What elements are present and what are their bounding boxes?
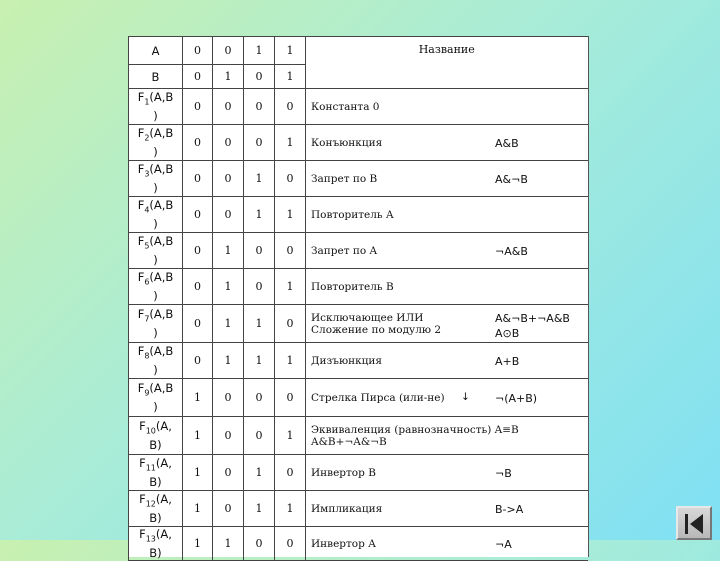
function-name: Запрет по A — [311, 244, 378, 257]
function-args-end: ) — [153, 253, 158, 268]
truth-value: 0 — [275, 527, 306, 561]
table-row — [129, 197, 588, 233]
name-header-cell — [306, 37, 588, 89]
function-symbol: A&B — [495, 136, 519, 150]
function-letter: F — [139, 491, 146, 506]
truth-value: 0 — [275, 455, 306, 491]
function-args: (A,B — [149, 197, 174, 212]
name-header: Название — [418, 43, 475, 56]
header-row-a — [129, 37, 588, 65]
function-letter: F — [137, 197, 145, 212]
function-symbol: A&¬B+¬A&B — [495, 311, 570, 325]
truth-value: 1 — [213, 527, 244, 561]
truth-value: 1 — [275, 125, 306, 161]
function-symbol: ¬A&B — [495, 244, 528, 258]
function-index: 10 — [145, 426, 156, 436]
function-index: 3 — [144, 169, 150, 179]
function-args-end: ) — [153, 289, 158, 304]
table-row — [129, 89, 588, 125]
truth-value: 1 — [275, 343, 306, 379]
function-args-end: ) — [153, 145, 158, 160]
function-args-end: ) — [153, 181, 158, 196]
truth-value: 0 — [183, 343, 213, 379]
function-args-end: ) — [153, 363, 158, 378]
function-name: Повторитель B — [311, 280, 394, 293]
function-label — [129, 161, 183, 197]
function-description — [306, 417, 588, 455]
truth-value: 1 — [244, 455, 275, 491]
function-index: 11 — [145, 463, 156, 473]
truth-value: 1 — [213, 305, 244, 343]
truth-value: 1 — [183, 491, 213, 527]
function-args-end: ) — [153, 400, 158, 415]
function-label — [129, 491, 183, 527]
truth-value: 1 — [244, 491, 275, 527]
a-value: 1 — [244, 37, 275, 65]
a-value: 1 — [275, 37, 306, 65]
function-name-secondary: Сложение по модулю 2 — [311, 323, 442, 336]
function-args-end: ) — [153, 217, 158, 232]
table-row — [129, 379, 588, 417]
function-index: 1 — [144, 97, 150, 107]
truth-value: 0 — [213, 197, 244, 233]
truth-value: 0 — [244, 89, 275, 125]
function-args: (A,B — [149, 269, 174, 284]
truth-value: 1 — [213, 343, 244, 379]
function-args-end: B) — [149, 546, 162, 561]
function-args: (A,B — [149, 89, 174, 104]
function-description — [306, 343, 588, 379]
down-arrow-icon: ↓ — [461, 390, 470, 403]
function-name: Эквиваленция (равнозначность) A≡B — [311, 423, 519, 436]
function-index: 6 — [144, 277, 150, 287]
function-name: Дизъюнкция — [311, 354, 383, 367]
a-value: 0 — [183, 37, 213, 65]
function-description — [306, 379, 588, 417]
truth-value: 0 — [244, 269, 275, 305]
function-name: Запрет по B — [311, 172, 378, 185]
function-letter: F — [139, 455, 146, 470]
function-args: (A,B — [149, 343, 174, 358]
function-name: Стрелка Пирса (или-не) — [311, 391, 445, 404]
table-row — [129, 527, 588, 561]
truth-value: 0 — [213, 491, 244, 527]
function-args: (A,B — [149, 125, 174, 140]
truth-value: 1 — [244, 197, 275, 233]
function-index: 4 — [144, 205, 150, 215]
table-row — [129, 233, 588, 269]
function-symbol: ¬B — [495, 466, 512, 480]
function-args: (A, — [155, 418, 172, 433]
truth-value: 0 — [244, 417, 275, 455]
truth-value: 0 — [275, 305, 306, 343]
function-name: Повторитель A — [311, 208, 394, 221]
truth-value: 1 — [183, 417, 213, 455]
function-args-end: ) — [153, 109, 158, 124]
function-symbol-secondary: A⊙B — [495, 326, 520, 340]
function-args-end: B) — [149, 438, 162, 453]
table-row — [129, 305, 588, 343]
function-description — [306, 125, 588, 161]
truth-value: 0 — [183, 89, 213, 125]
function-args: (A,B — [149, 306, 174, 321]
function-name: Инвертор A — [311, 537, 376, 550]
table-row — [129, 343, 588, 379]
function-label — [129, 379, 183, 417]
truth-value: 0 — [183, 161, 213, 197]
truth-value: 1 — [183, 527, 213, 561]
function-args: (A,B — [149, 161, 174, 176]
truth-value: 1 — [244, 343, 275, 379]
truth-value: 1 — [183, 379, 213, 417]
header-b-label: B — [129, 65, 183, 89]
truth-value: 0 — [275, 233, 306, 269]
truth-value: 0 — [244, 379, 275, 417]
function-name-secondary: A&B+¬A&¬B — [311, 435, 387, 448]
function-label — [129, 305, 183, 343]
function-letter: F — [137, 380, 145, 395]
truth-value: 0 — [183, 305, 213, 343]
truth-value: 0 — [244, 233, 275, 269]
function-label — [129, 343, 183, 379]
truth-value: 0 — [213, 455, 244, 491]
return-nav-icon — [684, 513, 706, 535]
truth-value: 0 — [275, 161, 306, 197]
function-description — [306, 491, 588, 527]
function-args: (A,B — [149, 380, 174, 395]
function-letter: F — [137, 233, 145, 248]
truth-value: 1 — [275, 417, 306, 455]
function-letter: F — [137, 161, 145, 176]
function-letter: F — [137, 269, 145, 284]
truth-value: 1 — [275, 197, 306, 233]
truth-value: 0 — [244, 125, 275, 161]
header-a-label: A — [129, 37, 183, 65]
function-symbol: ¬(A+B) — [495, 391, 538, 405]
function-args-end: ) — [153, 326, 158, 341]
table-row — [129, 161, 588, 197]
truth-value: 1 — [213, 269, 244, 305]
a-value: 0 — [213, 37, 244, 65]
function-label — [129, 125, 183, 161]
function-args-end: B) — [149, 475, 162, 490]
function-name: Константа 0 — [311, 100, 380, 113]
function-symbol: A&¬B — [495, 172, 528, 186]
table-row — [129, 125, 588, 161]
function-letter: F — [139, 418, 146, 433]
boolean-functions-table — [128, 36, 588, 561]
function-index: 12 — [145, 499, 156, 509]
function-letter: F — [137, 343, 145, 358]
function-name: Исключающее ИЛИ — [311, 311, 424, 324]
function-label — [129, 197, 183, 233]
function-label — [129, 233, 183, 269]
truth-value: 1 — [244, 305, 275, 343]
function-letter: F — [137, 306, 145, 321]
function-args: (A, — [155, 455, 172, 470]
truth-value: 0 — [244, 527, 275, 561]
function-description — [306, 89, 588, 125]
function-name: Импликация — [311, 502, 383, 515]
function-index: 2 — [144, 133, 150, 143]
truth-value: 1 — [213, 233, 244, 269]
function-index: 9 — [144, 388, 150, 398]
return-nav-button[interactable] — [676, 506, 712, 540]
truth-value: 0 — [183, 197, 213, 233]
function-description — [306, 269, 588, 305]
b-value: 1 — [275, 65, 306, 89]
truth-value: 0 — [275, 379, 306, 417]
function-description — [306, 455, 588, 491]
function-description — [306, 305, 588, 343]
b-value: 0 — [183, 65, 213, 89]
truth-value: 0 — [183, 269, 213, 305]
table-row — [129, 417, 588, 455]
table-row — [129, 269, 588, 305]
truth-value: 0 — [213, 125, 244, 161]
function-letter: F — [137, 89, 145, 104]
b-value: 0 — [244, 65, 275, 89]
function-symbol: B->A — [495, 502, 524, 516]
function-args: (A, — [155, 527, 172, 541]
truth-value: 0 — [213, 379, 244, 417]
function-args: (A,B — [149, 233, 174, 248]
truth-value: 0 — [213, 161, 244, 197]
truth-value: 1 — [275, 269, 306, 305]
truth-value: 0 — [213, 89, 244, 125]
function-description — [306, 233, 588, 269]
function-symbol: ¬A — [495, 537, 512, 551]
b-value: 1 — [213, 65, 244, 89]
truth-value: 1 — [275, 491, 306, 527]
function-index: 8 — [144, 351, 150, 361]
function-name: Инвертор B — [311, 466, 376, 479]
function-description — [306, 197, 588, 233]
truth-value: 0 — [275, 89, 306, 125]
function-label — [129, 417, 183, 455]
function-args: (A, — [155, 491, 172, 506]
function-args-end: B) — [149, 511, 162, 526]
function-description — [306, 161, 588, 197]
truth-value: 1 — [244, 161, 275, 197]
function-label — [129, 89, 183, 125]
function-name: Конъюнкция — [311, 136, 383, 149]
truth-value: 1 — [183, 455, 213, 491]
function-index: 5 — [144, 241, 150, 251]
function-label — [129, 527, 183, 561]
function-index: 13 — [145, 534, 156, 544]
function-index: 7 — [144, 314, 150, 324]
function-symbol: A+B — [495, 354, 520, 368]
truth-value: 0 — [183, 233, 213, 269]
function-label — [129, 269, 183, 305]
truth-value: 0 — [213, 417, 244, 455]
table-row — [129, 455, 588, 491]
function-letter: F — [139, 527, 146, 541]
function-letter: F — [137, 125, 145, 140]
function-description — [306, 527, 588, 561]
function-label — [129, 455, 183, 491]
table-row — [129, 491, 588, 527]
truth-value: 0 — [183, 125, 213, 161]
